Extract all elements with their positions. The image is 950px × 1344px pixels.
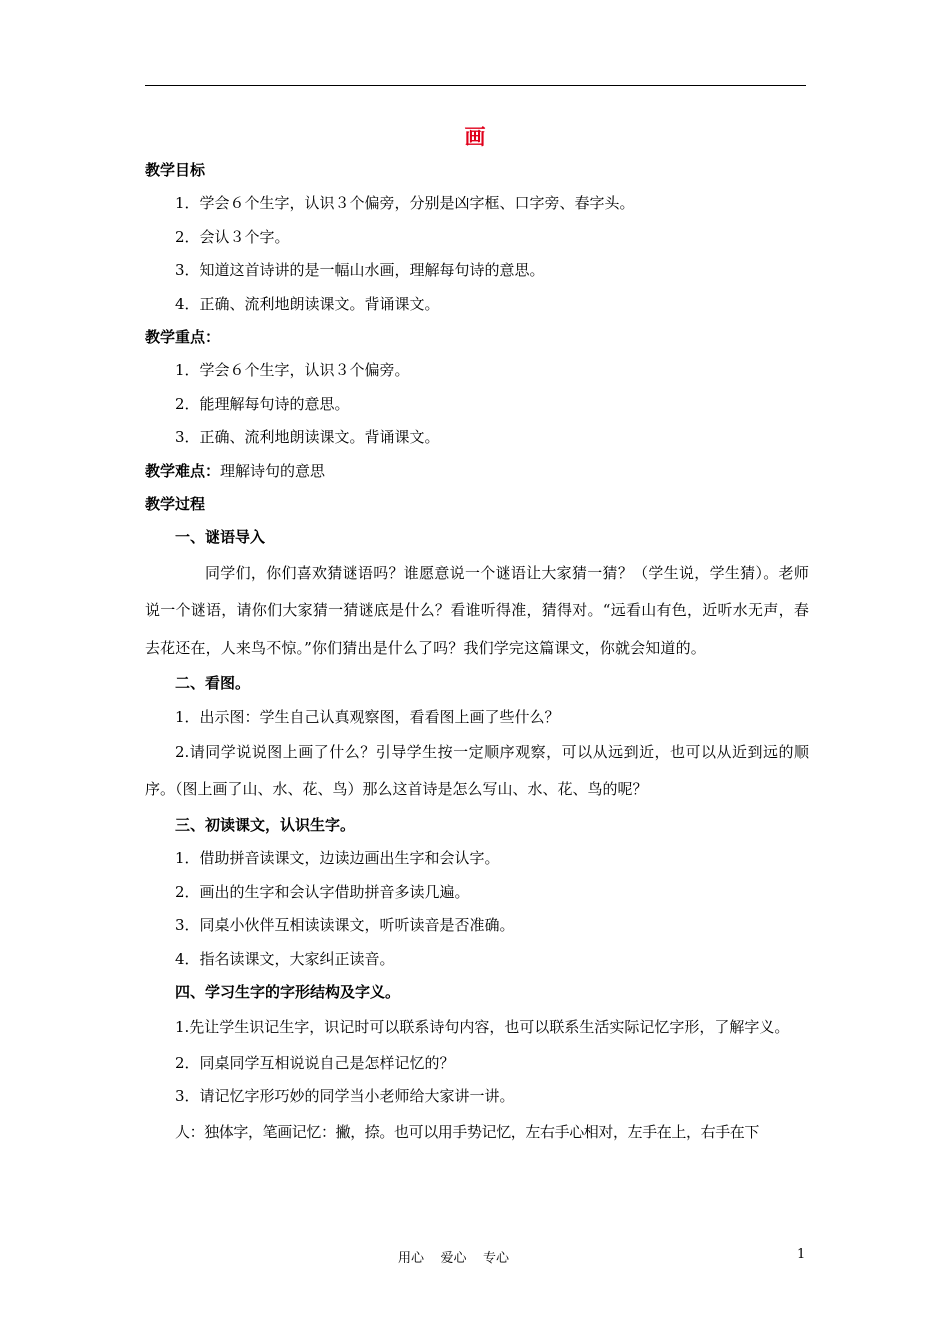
key-point-item: 1．学会６个生字，认识３个偏旁。 bbox=[175, 361, 410, 380]
objective-item: 3．知道这首诗讲的是一幅山水画，理解每句诗的意思。 bbox=[175, 261, 545, 280]
objectives-heading: 教学目标 bbox=[145, 161, 206, 179]
look-picture-item: 1．出示图：学生自己认真观察图，看看图上画了些什么？ bbox=[175, 707, 560, 726]
character-item: 人：独体字，笔画记忆：撇，捺。也可以用手势记忆，左右手心相对，左手在上，右手在下 bbox=[175, 1122, 760, 1141]
character-item: 2．同桌同学互相说说自己是怎样记忆的？ bbox=[175, 1053, 455, 1072]
header-rule bbox=[145, 85, 806, 86]
key-point-item: 3．正确、流利地朗读课文。背诵课文。 bbox=[175, 428, 440, 447]
difficulty-label: 教学难点： bbox=[145, 461, 221, 480]
reading-item: 4．指名读课文，大家纠正读音。 bbox=[175, 949, 395, 968]
reading-item: 3．同桌小伙伴互相读读课文，听听读音是否准确。 bbox=[175, 916, 515, 935]
character-item: 1.先让学生识记生字，识记时可以联系诗句内容，也可以联系生活实际记忆字形，了解字义。 bbox=[175, 1018, 790, 1037]
character-item: 3．请记忆字形巧妙的同学当小老师给大家讲一讲。 bbox=[175, 1087, 515, 1106]
look-picture-item: 2.请同学说说图上画了什么？引导学生按一定顺序观察，可以从远到近，也可以从近到远的顺序。（图上画了山、水、花、鸟）那么这首诗是怎么写山、水、花、鸟的呢？ bbox=[145, 742, 809, 799]
document-body bbox=[145, 154, 809, 1151]
reading-item: 1．借助拼音读课文，边读边画出生字和会认字。 bbox=[175, 849, 500, 868]
section-heading: 三、初读课文，认识生字。 bbox=[175, 815, 356, 834]
riddle-paragraph: 同学们，你们喜欢猜谜语吗？谁愿意说一个谜语让大家猜一猜？（学生说，学生猜）。老师说一个谜语，请你们大家猜一猜谜底是什么？看谁听得准，猜得对。“远看山有色，近听水无声，春去花还在，人来鸟不惊。”你们猜出是什么了吗？我们学完这篇课文，你就会知道的。 bbox=[145, 563, 809, 657]
key-point-item: 2．能理解每句诗的意思。 bbox=[175, 394, 350, 413]
objective-item: 4．正确、流利地朗读课文。背诵课文。 bbox=[175, 294, 440, 313]
section-heading: 二、看图。 bbox=[175, 674, 251, 693]
difficulty-line bbox=[145, 455, 809, 488]
process-heading: 教学过程 bbox=[145, 494, 206, 513]
section-heading: 一、谜语导入 bbox=[175, 528, 266, 547]
page-number: 1 bbox=[797, 1247, 806, 1262]
page-footer bbox=[0, 1247, 950, 1269]
key-points-heading: 教学重点： bbox=[145, 327, 221, 346]
reading-item: 2．画出的生字和会认字借助拼音多读几遍。 bbox=[175, 882, 470, 901]
page-title: 画 bbox=[464, 124, 486, 149]
section-heading: 四、学习生字的字形结构及字义。 bbox=[175, 982, 401, 1001]
difficulty-text: 理解诗句的意思 bbox=[220, 461, 326, 480]
objective-item: 1．学会６个生字，认识３个偏旁，分别是凶字框、口字旁、春字头。 bbox=[175, 194, 635, 213]
objective-item: 2．会认３个字。 bbox=[175, 227, 290, 246]
footer-motto: 用心 爱心 专心 bbox=[398, 1251, 510, 1266]
